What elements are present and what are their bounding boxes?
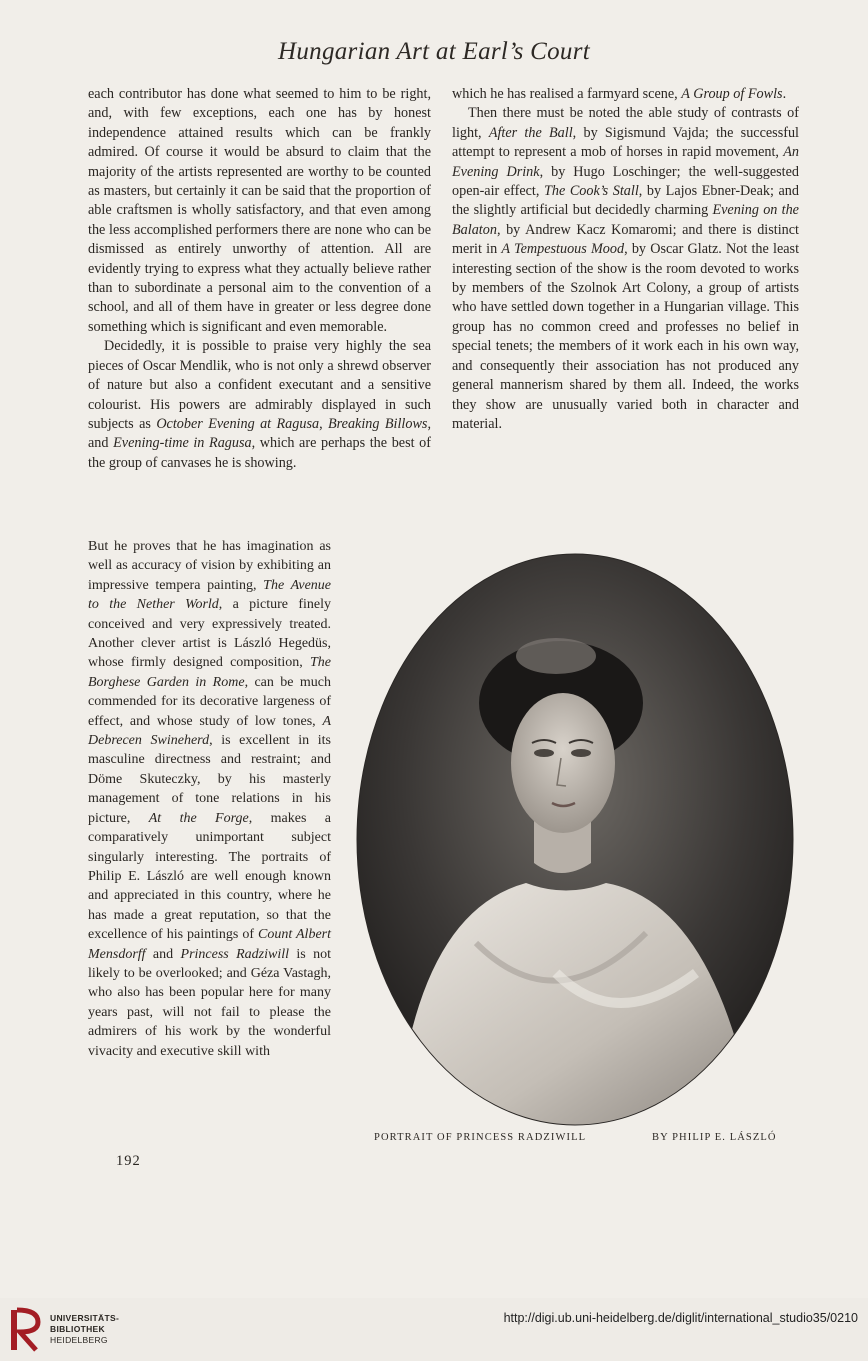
library-name: UNIVERSITÄTS- BIBLIOTHEK HEIDELBERG [50,1313,120,1345]
left-column [88,85,431,473]
figure-caption-title: PORTRAIT OF PRINCESS RADZIWILL [374,1132,587,1143]
library-logo-icon [8,1306,42,1354]
figure-caption-artist: BY PHILIP E. LÁSZLÓ [652,1132,777,1143]
right-column [452,85,799,434]
left-column-continued [88,537,331,1061]
paragraph: which he has realised a farmyard scene, A Group of Fowls. [452,86,787,102]
paragraph: Decidedly, it is possible to praise very highly the sea pieces of Oscar Mendlik, who is not only a shrewd observer of nature but also a confident executant and a sensitive colourist. His powers are admirably displayed in such subjects as October Evening at Ragusa, Breaking Billows, and Evening-time in Ragusa, which are perhaps the best of the group of canvases he is showing. [88,338,431,471]
portrait-image [356,553,794,1126]
source-url-link[interactable]: http://digi.ub.uni-heidelberg.de/diglit/international_studio35/0210 [503,1311,858,1325]
page-number: 192 [116,1153,141,1169]
paragraph: Then there must be noted the able study of contrasts of light, After the Ball, by Sigismund Vajda; the successful attempt to represent a mob of horses in rapid movement, An Evening Drink, by Hugo Loschinger; the well-suggested open-air effect, The Cook’s Stall, by Lajos Ebner-Deak; and the slightly artificial but decidedly charming Evening on the Balaton, by Andrew Kacz Komaromi; and there is distinct merit in A Tempestuous Mood, by Oscar Glatz. Not the least interesting section of the show is the room devoted to works by members of the Szolnok Art Colony, a group of artists who have settled down together in a Hungarian village. This group has no common creed and professes no belief in special tenets; the members of it work each in his own way, and consequently their association has not produced any general mannerism shared by them all. Indeed, the works they show are unusually varied both in character and material. [452,105,800,432]
paragraph: But he proves that he has imagination as well as accuracy of vision by exhibiting an impressive tempera painting, The Avenue to the Nether World, a picture finely conceived and very expressively treated. Another clever artist is László Hegedüs, whose firmly designed composition, The Borghese Garden in Rome, can be much commended for its decorative largeness of effect, and whose study of low tones, A Debrecen Swineherd, is excellent in its masculine directness and restraint; and Döme Skuteczky, by his masterly management of tone relations in his picture, At the Forge, makes a comparatively unimportant subject singularly interesting. The portraits of Philip E. László are well enough known and appreciated in this country, where he has made a great reputation, so that the excellence of his paintings of Count Albert Mensdorff and Princess Radziwill is not likely to be overlooked; and Géza Vastagh, who also has been popular here for many years past, will not fail to please the admirers of his work by the wonderful vivacity and executive skill with [88,539,331,1059]
footer-bar [0,1298,868,1361]
paragraph: each contributor has done what seemed to him to be right, and, with few exceptions, each one has by honest independence attained results which can be frankly admired. Of course it would be absurd to claim that the majority of the artists represented are worthy to be counted as masters, but certainly it can be said that the proportion of able craftsmen is wholly satisfactory, and that even among the less accomplished performers there are none who can be dismissed as entirely unworthy of attention. All are evidently trying to express what they actually believe rather than to subordinate a personal aim to the convention of a school, and all of them have in greater or less degree done something which is significant and even memorable. [88,86,431,335]
running-head: Hungarian Art at Earl’s Court [278,38,590,65]
